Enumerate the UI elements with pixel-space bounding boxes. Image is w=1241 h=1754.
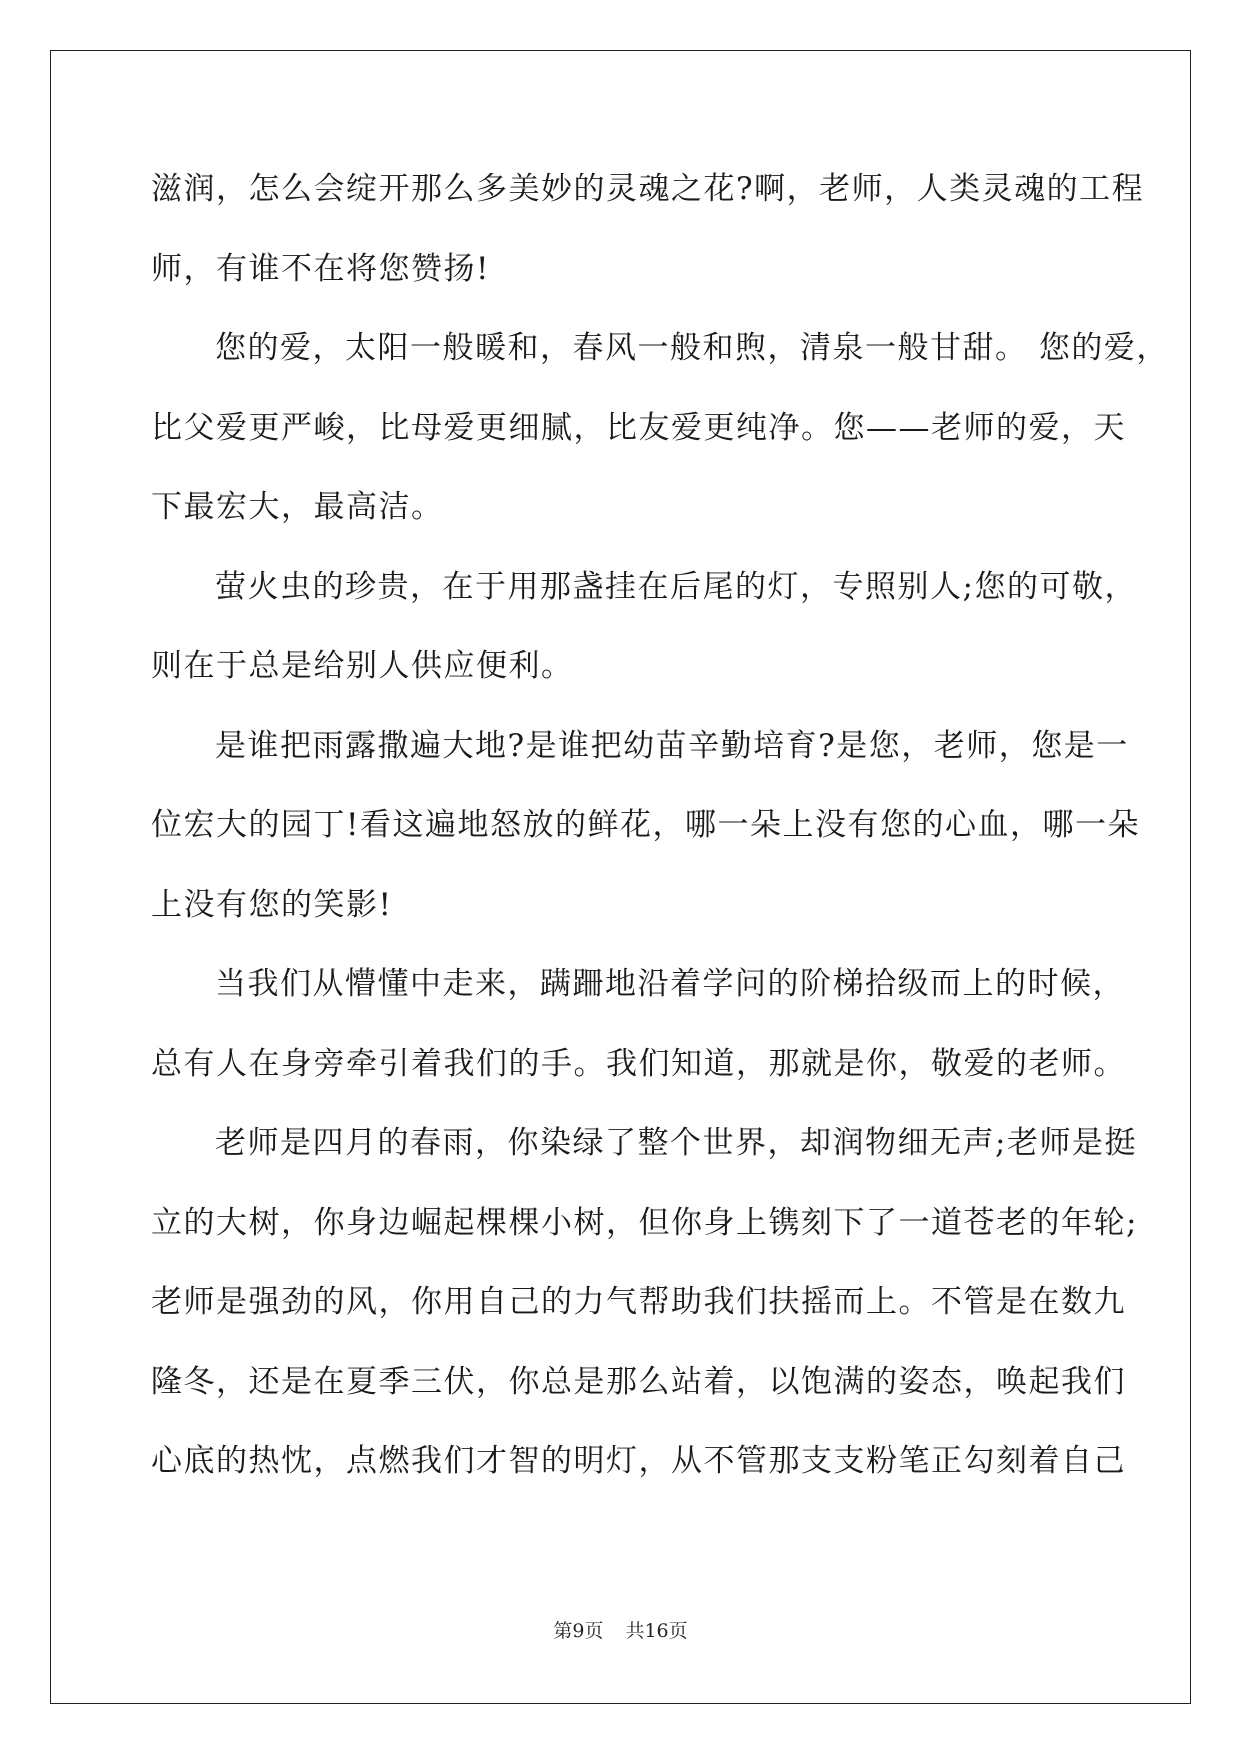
- text-line: 比父爱更严峻，比母爱更细腻，比友爱更纯净。您——老师的爱，天: [151, 409, 1126, 446]
- paragraph-start-line: 萤火虫的珍贵，在于用那盏挂在后尾的灯，专照别人;您的可敬，: [215, 568, 1137, 605]
- page-footer: [0, 1616, 1241, 1643]
- text-line: 位宏大的园丁!看这遍地怒放的鲜花，哪一朵上没有您的心血，哪一朵: [151, 807, 1140, 843]
- text-line: 老师是强劲的风，你用自己的力气帮助我们扶摇而上。不管是在数九: [151, 1284, 1126, 1320]
- text-line: 心底的热忱，点燃我们才智的明灯，从不管那支支粉笔正勾刻着自己: [151, 1443, 1126, 1479]
- text-line: 隆冬，还是在夏季三伏，你总是那么站着，以饱满的姿态，唤起我们: [151, 1363, 1126, 1400]
- page-total: 共16页: [625, 1620, 688, 1642]
- text-line: 立的大树，你身边崛起棵棵小树，但你身上镌刻下了一道苍老的年轮;: [151, 1204, 1138, 1241]
- text-line: 师，有谁不在将您赞扬!: [151, 250, 490, 287]
- page-number: 第9页: [553, 1620, 604, 1642]
- paragraph-start-line: 老师是四月的春雨，你染绿了整个世界，却润物细无声;老师是挺: [215, 1125, 1137, 1161]
- text-line: 总有人在身旁牵引着我们的手。我们知道，那就是你，敬爱的老师。: [151, 1045, 1126, 1082]
- text-line: 则在于总是给别人供应便利。: [151, 648, 574, 684]
- text-line: 下最宏大，最高洁。: [151, 489, 444, 525]
- paragraph-start-line: 当我们从懵懂中走来，蹒跚地沿着学问的阶梯拾级而上的时候，: [215, 966, 1125, 1002]
- paragraph-start-line: 您的爱，太阳一般暖和，春风一般和煦，清泉一般甘甜。 您的爱，: [215, 330, 1169, 366]
- text-line: 滋润，怎么会绽开那么多美妙的灵魂之花?啊，老师，人类灵魂的工程: [151, 171, 1145, 207]
- paragraph-start-line: 是谁把雨露撒遍大地?是谁把幼苗辛勤培育?是您，老师，您是一: [215, 727, 1129, 764]
- document-body: [151, 163, 1169, 1515]
- text-line: 上没有您的笑影!: [151, 886, 393, 923]
